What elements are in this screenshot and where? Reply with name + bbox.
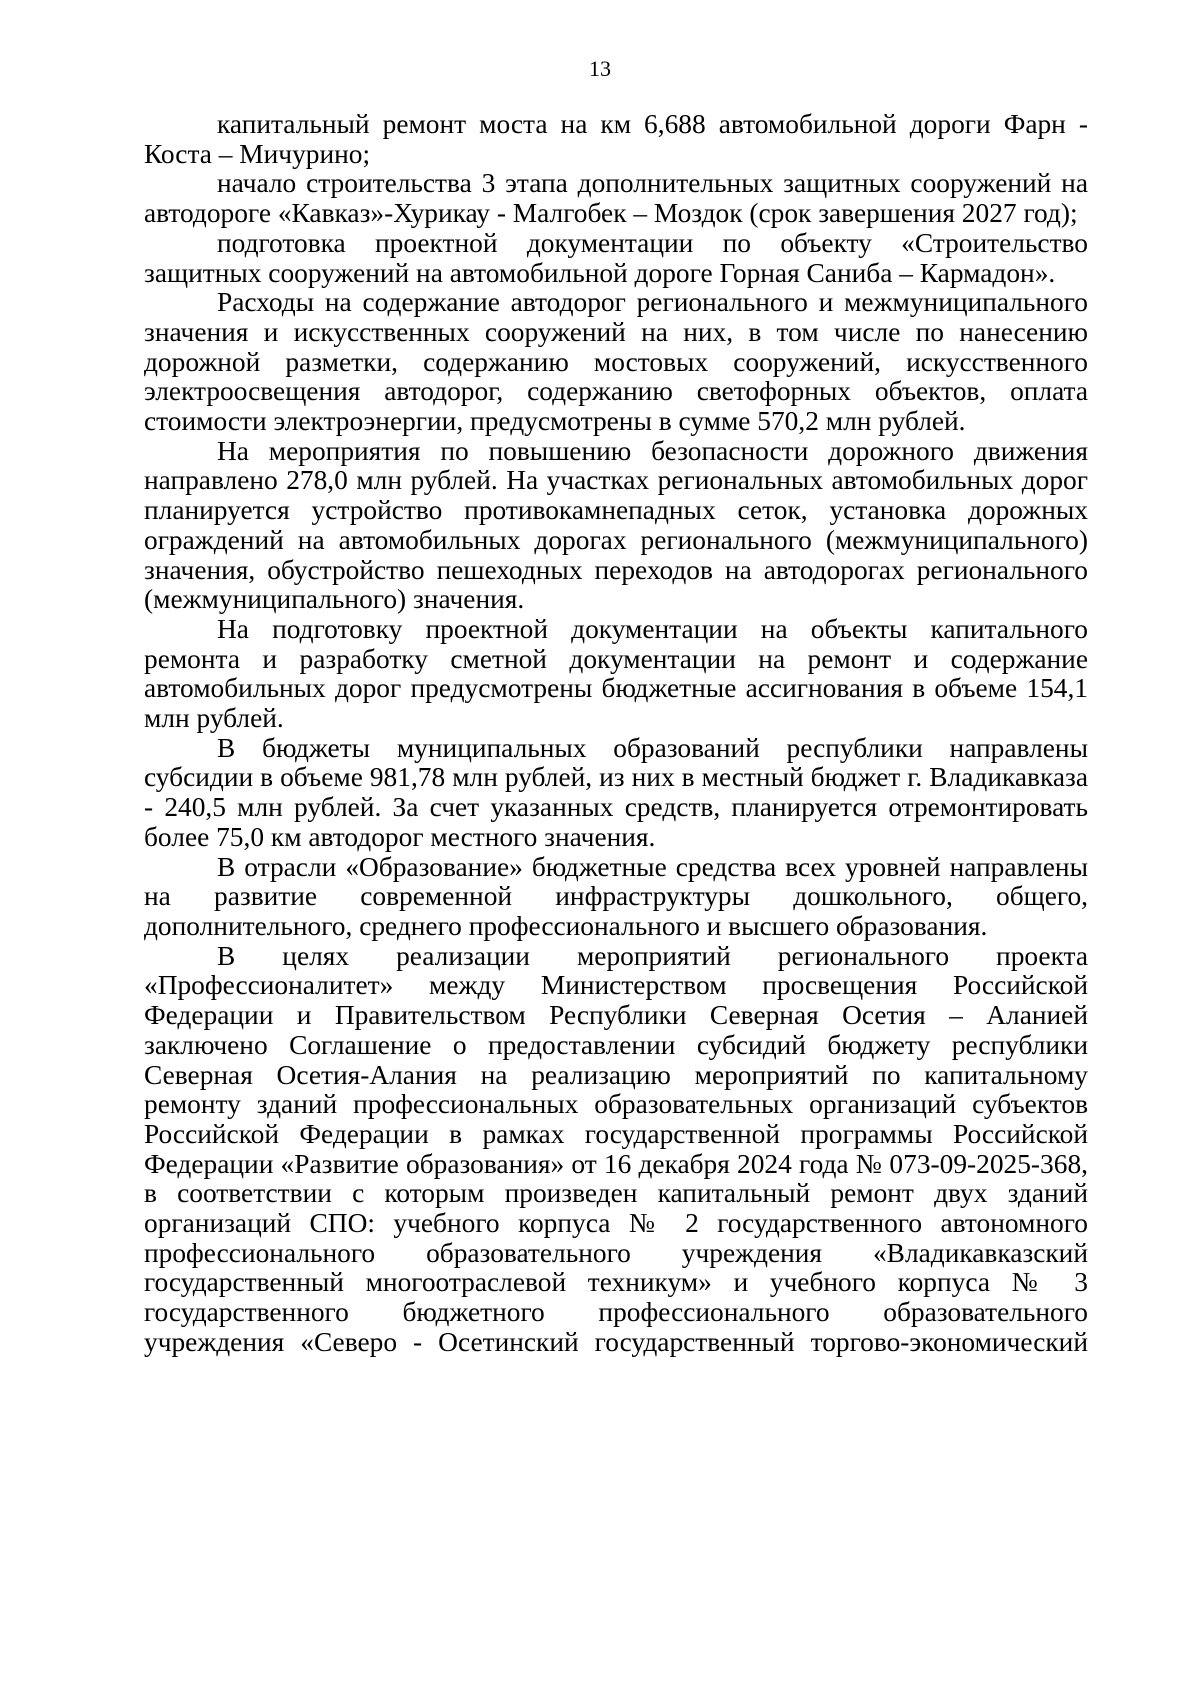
paragraph-education-sector: В отрасли «Образование» бюджетные средства всех уровней направлены на развитие современной инфраструктуры дошкольного, общего, дополнительного, среднего профессионального и высшего образования. (144, 851, 1088, 941)
paragraph-municipal-subsidies: В бюджеты муниципальных образований республики направлены субсидии в объеме 981,78 млн рублей, из них в местный бюджет г. Владикавказа - 240,5 млн рублей. За счет указанных средств, планируется отремонтировать более 75,0 км автодорог местного значения. (144, 732, 1088, 852)
paragraph-protective-structures-construction: начало строительства 3 этапа дополнительных защитных сооружений на автодороге «Кавказ»-Хурикау - Малгобек – Моздок (срок завершения 2027 год); (144, 168, 1088, 229)
document-body (144, 110, 1088, 1358)
paragraph-project-documentation-karmadon: подготовка проектной документации по объекту «Строительство защитных сооружений на автомобильной дороге Горная Саниба – Кармадон». (144, 227, 1088, 288)
paragraph-professionalitet-project: В целях реализации мероприятий регионального проекта «Профессионалитет» между Министерством просвещения Российской Федерации и Правительством Республики Северная Осетия – Аланией заключено Соглашение о предоставлении субсидий бюджету республики Северная Осетия-Алания на реализацию мероприятий по капитальному ремонту зданий профессиональных образовательных организаций субъектов Российской Федерации в рамках государственной программы Российской Федерации «Развитие образования» от 16 декабря 2024 года № 073-09-2025-368, в соответствии с которым произведен капитальный ремонт двух зданий организаций СПО: учебного корпуса № 2 государственного автономного профессионального образовательного учреждения «Владикавказский государственный многоотраслевой техникум» и учебного корпуса № 3 государственного бюджетного профессионального образовательного учреждения «Северо - Осетинский государственный торгово-экономический (144, 940, 1088, 1357)
paragraph-road-maintenance-expenses: Расходы на содержание автодорог регионального и межмуниципального значения и искусственных сооружений на них, в том числе по нанесению дорожной разметки, содержанию мостовых сооружений, искусственного электроосвещения автодорог, содержанию светофорных объектов, оплата стоимости электроэнергии, предусмотрены в сумме 570,2 млн рублей. (144, 287, 1088, 437)
paragraph-road-safety-measures: На мероприятия по повышению безопасности дорожного движения направлено 278,0 млн рублей. На участках региональных автомобильных дорог планируется устройство противокамнепадных сеток, установка дорожных ограждений на автомобильных дорогах регионального (межмуниципального) значения, обустройство пешеходных переходов на автодорогах регионального (межмуниципального) значения. (144, 435, 1088, 615)
page-number: 13 (589, 56, 611, 81)
paragraph-bridge-repair: капитальный ремонт моста на км 6,688 автомобильной дороги Фарн - Коста – Мичурино; (144, 109, 1088, 169)
paragraph-design-documentation-budget: На подготовку проектной документации на объекты капитального ремонта и разработку сметной документации на ремонт и содержание автомобильных дорог предусмотрены бюджетные ассигнования в объеме 154,1 млн рублей. (144, 613, 1088, 734)
